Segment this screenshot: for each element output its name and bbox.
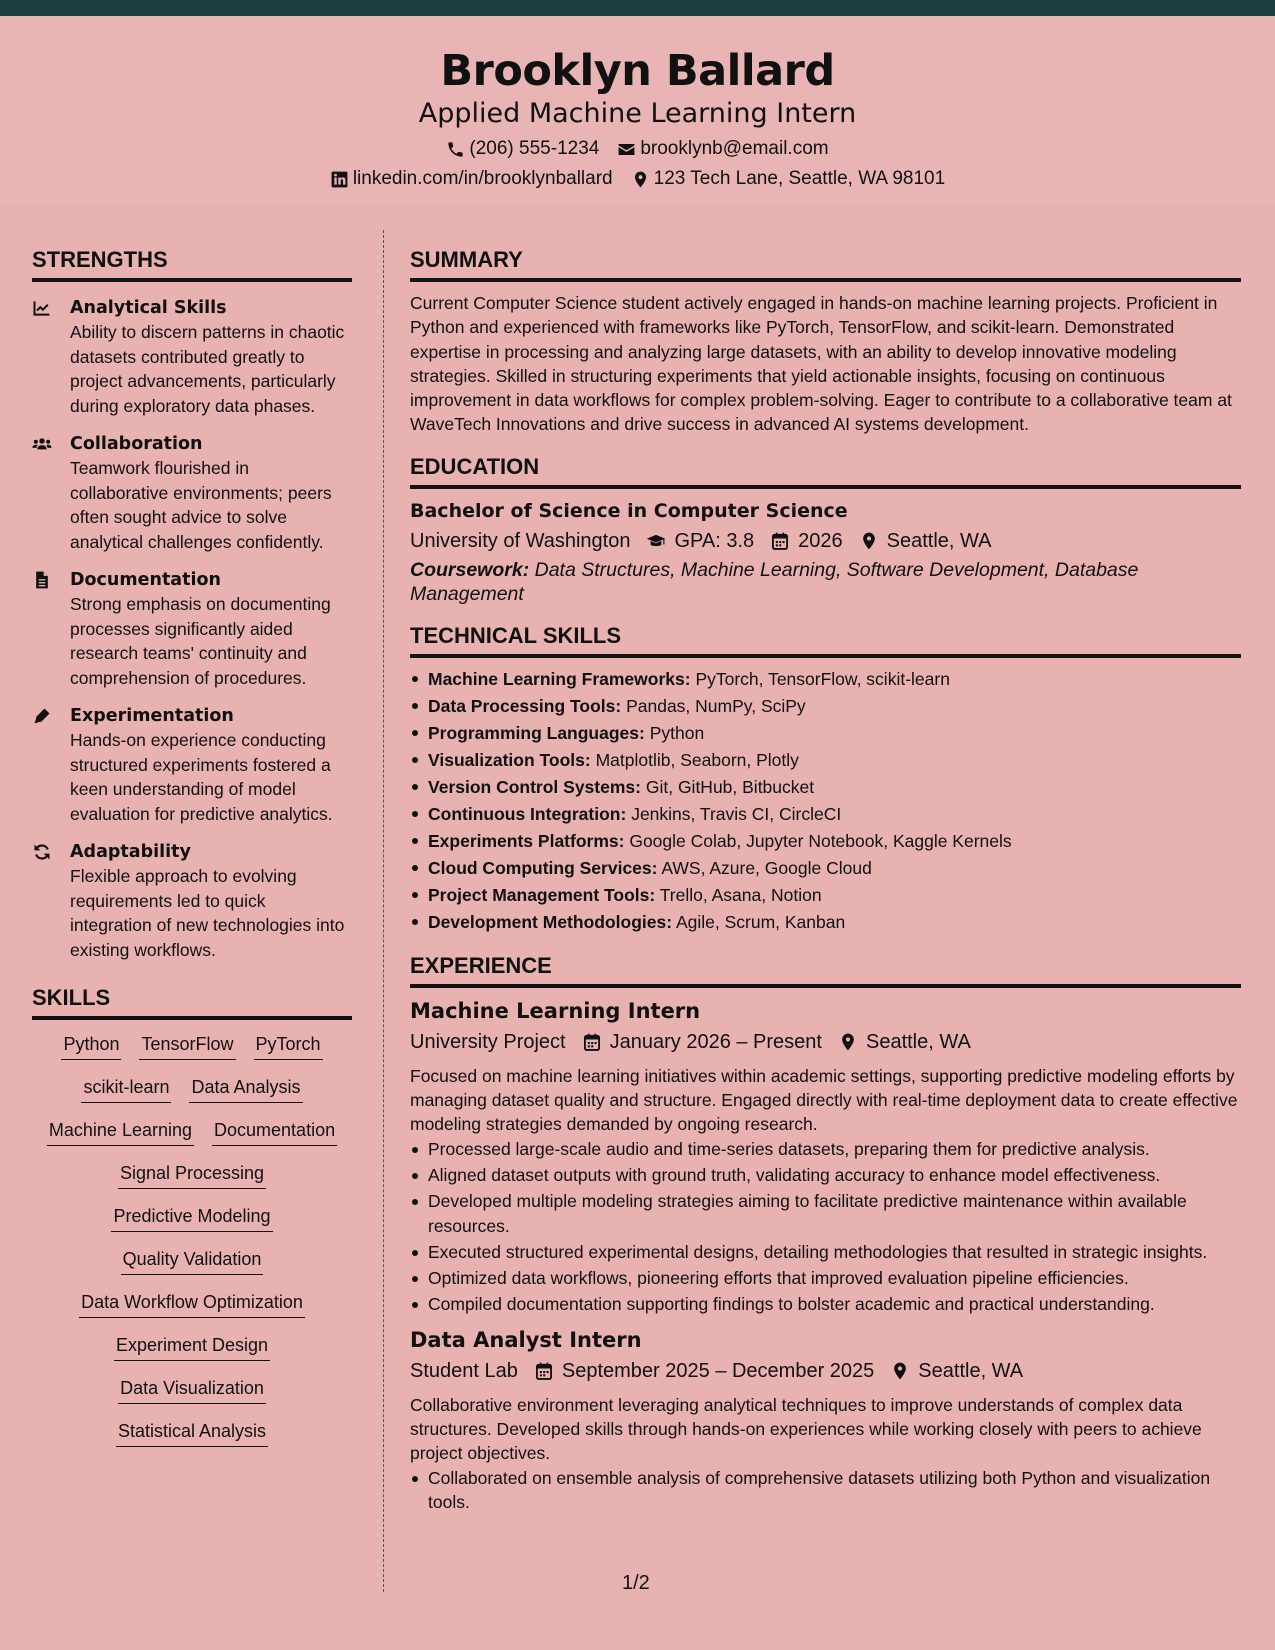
job-bullets (410, 1466, 1241, 1515)
job-description: Collaborative environment leveraging analytical techniques to improve understands of complex data structures. Developed skills through hands-on experiences while working closely with peers to achieve project objectives. (410, 1394, 1202, 1464)
users-icon (32, 434, 52, 454)
phone-icon (446, 140, 465, 159)
left-column (32, 248, 352, 1462)
skill-tag: Machine Learning (47, 1118, 194, 1146)
skill-tag: PyTorch (254, 1032, 323, 1060)
job-bullet: Aligned dataset outputs with ground truth, validating accuracy to enhance model effectiveness. (410, 1163, 1241, 1187)
experience-title: EXPERIENCE (410, 954, 1241, 988)
tech-skill-item: Project Management Tools: Trello, Asana, Notion (410, 882, 1241, 909)
strength-title: Analytical Skills (70, 298, 227, 318)
skill-tag: Python (61, 1032, 121, 1060)
school-name: University of Washington (410, 529, 631, 552)
tech-skill-item: Visualization Tools: Matplotlib, Seaborn, Plotly (410, 747, 1241, 774)
map-pin-icon (859, 531, 879, 551)
contact-line-2 (0, 167, 1275, 191)
job-bullet: Processed large-scale audio and time-series datasets, preparing them for predictive analysis. (410, 1137, 1241, 1161)
gpa-text: GPA: 3.8 (674, 529, 755, 552)
year-text: 2026 (798, 529, 843, 552)
strength-title: Documentation (70, 570, 221, 590)
skill-tag: Signal Processing (118, 1161, 266, 1189)
linkedin-text: linkedin.com/in/brooklynballard (352, 168, 613, 189)
address-text: 123 Tech Lane, Seattle, WA 98101 (653, 168, 946, 189)
skill-tag: Data Workflow Optimization (79, 1290, 305, 1318)
column-divider (383, 230, 384, 1592)
strength-desc: Teamwork flourished in collaborative environments; peers often sought advice to solve analytical challenges confidently. (70, 458, 332, 552)
strength-desc: Hands-on experience conducting structured experiments fostered a keen understanding of model evaluation for predictive analytics. (70, 730, 333, 824)
strength-desc: Strong emphasis on documenting processes significantly aided research teams' continuity and comprehension of procedures. (70, 594, 331, 688)
job-bullet: Collaborated on ensemble analysis of comprehensive datasets utilizing both Python and visualization tools. (410, 1466, 1241, 1515)
coursework-label: Coursework: (410, 558, 530, 581)
summary-text: Current Computer Science student actively engaged in hands-on machine learning projects. Proficient in Python and experienced with frameworks like PyTorch, TensorFlow, and scikit-learn. Demonstrated expertise in processing and analyzing large datasets, with an ability to develop innovative modeling strategies. Skilled in structuring experiments that yield actionable insights, focusing on continuous improvement in data workflows for complex problem-solving. Eager to contribute to a collaborative team at WaveTech Innovations and drive success in advanced AI systems development. (410, 293, 1232, 435)
strength-item (32, 568, 352, 690)
map-pin-icon (631, 170, 650, 189)
job-org: Student Lab (410, 1359, 518, 1382)
job-org: University Project (410, 1030, 566, 1053)
chart-line-icon (32, 298, 52, 318)
skills-section (32, 986, 352, 1462)
page-number: 1/2 (622, 1572, 650, 1594)
skill-tag: Documentation (212, 1118, 337, 1146)
sync-icon (32, 842, 52, 862)
right-column (410, 248, 1241, 1516)
job-entry (410, 1327, 1241, 1514)
technical-skills-list (410, 666, 1241, 936)
skill-tag: Experiment Design (114, 1333, 270, 1361)
strength-desc: Flexible approach to evolving requirements led to quick integration of new technologies into existing workflows. (70, 866, 345, 960)
technical-skills-section (410, 624, 1241, 936)
calendar-icon (770, 531, 790, 551)
job-entry (410, 998, 1241, 1317)
job-location-item (890, 1357, 1023, 1385)
technical-skills-title: TECHNICAL SKILLS (410, 624, 1241, 658)
education-meta (410, 527, 1241, 555)
tech-skill-item: Version Control Systems: Git, GitHub, Bitbucket (410, 774, 1241, 801)
skill-tag: scikit-learn (81, 1075, 171, 1103)
email-item (617, 137, 828, 161)
job-description: Focused on machine learning initiatives within academic settings, supporting predictive modeling efforts by managing dataset quality and structure. Engaged directly with real-time deployment data to create effective modeling strategies demanded by ongoing research. (410, 1065, 1238, 1135)
graduation-cap-icon (646, 531, 666, 551)
edu-location-text: Seattle, WA (886, 529, 992, 552)
envelope-icon (617, 140, 636, 159)
job-location-item (838, 1028, 971, 1056)
tech-skill-item: Cloud Computing Services: AWS, Azure, Google Cloud (410, 855, 1241, 882)
job-meta (410, 1028, 1241, 1056)
job-title: Data Analyst Intern (410, 1327, 642, 1352)
candidate-role: Applied Machine Learning Intern (418, 98, 857, 129)
email-text: brooklynb@email.com (640, 138, 829, 159)
skills-tags (32, 1032, 352, 1462)
map-pin-icon (838, 1032, 858, 1052)
year-item (770, 527, 843, 555)
school-item (410, 527, 630, 555)
coursework (410, 558, 1241, 606)
phone-text: (206) 555-1234 (469, 138, 600, 159)
tech-skill-item: Continuous Integration: Jenkins, Travis CI, CircleCI (410, 801, 1241, 828)
experience-section (410, 954, 1241, 1514)
job-meta (410, 1357, 1241, 1385)
job-location: Seattle, WA (865, 1030, 971, 1053)
strength-title: Adaptability (70, 842, 191, 862)
job-location: Seattle, WA (918, 1359, 1024, 1382)
strength-item (32, 296, 352, 418)
strength-item (32, 432, 352, 554)
job-dates-item (534, 1357, 874, 1385)
skills-title: SKILLS (32, 986, 352, 1020)
candidate-name: Brooklyn Ballard (440, 46, 835, 96)
skill-tag: Predictive Modeling (111, 1204, 272, 1232)
degree-title: Bachelor of Science in Computer Science (410, 499, 848, 522)
resume-header (0, 16, 1275, 204)
skill-tag: Data Visualization (118, 1376, 266, 1404)
edu-location-item (859, 527, 992, 555)
job-bullet: Compiled documentation supporting findings to bolster academic and practical understanding. (410, 1292, 1241, 1316)
skill-tag: Data Analysis (189, 1075, 302, 1103)
strength-desc: Ability to discern patterns in chaotic datasets contributed greatly to project advancements, particularly during exploratory data phases. (70, 322, 345, 416)
strength-item (32, 840, 352, 962)
skill-tag: Statistical Analysis (116, 1419, 268, 1447)
summary-title: SUMMARY (410, 248, 1241, 282)
education-title: EDUCATION (410, 455, 1241, 489)
job-bullet: Developed multiple modeling strategies aiming to facilitate predictive maintenance within available resources. (410, 1189, 1241, 1238)
gpa-item (646, 527, 754, 555)
strength-title: Collaboration (70, 434, 203, 454)
linkedin-item (330, 167, 613, 191)
contact-line-1 (0, 137, 1275, 161)
strengths-title: STRENGTHS (32, 248, 352, 282)
job-dates: January 2026 – Present (609, 1030, 822, 1053)
education-section (410, 455, 1241, 606)
calendar-icon (534, 1361, 554, 1381)
strength-item (32, 704, 352, 826)
job-bullets (410, 1137, 1241, 1317)
job-org-item (410, 1357, 518, 1385)
linkedin-icon (330, 170, 349, 189)
tech-skill-item: Machine Learning Frameworks: PyTorch, TensorFlow, scikit-learn (410, 666, 1241, 693)
file-icon (32, 570, 52, 590)
pen-icon (32, 706, 52, 726)
strength-title: Experimentation (70, 706, 234, 726)
coursework-list: Data Structures, Machine Learning, Software Development, Database Management (410, 558, 1139, 605)
tech-skill-item: Development Methodologies: Agile, Scrum, Kanban (410, 909, 1241, 936)
tech-skill-item: Data Processing Tools: Pandas, NumPy, SciPy (410, 693, 1241, 720)
job-org-item (410, 1028, 566, 1056)
tech-skill-item: Experiments Platforms: Google Colab, Jupyter Notebook, Kaggle Kernels (410, 828, 1241, 855)
job-dates: September 2025 – December 2025 (561, 1359, 875, 1382)
address-item (631, 167, 946, 191)
job-bullet: Executed structured experimental designs, detailing methodologies that resulted in strategic insights. (410, 1240, 1241, 1264)
skill-tag: TensorFlow (139, 1032, 235, 1060)
job-bullet: Optimized data workflows, pioneering efforts that improved evaluation pipeline efficiencies. (410, 1266, 1241, 1290)
phone-item (446, 137, 599, 161)
skill-tag: Quality Validation (121, 1247, 264, 1275)
tech-skill-item: Programming Languages: Python (410, 720, 1241, 747)
job-title: Machine Learning Intern (410, 998, 701, 1023)
job-dates-item (582, 1028, 822, 1056)
top-bar (0, 0, 1275, 16)
map-pin-icon (890, 1361, 910, 1381)
calendar-icon (582, 1032, 602, 1052)
